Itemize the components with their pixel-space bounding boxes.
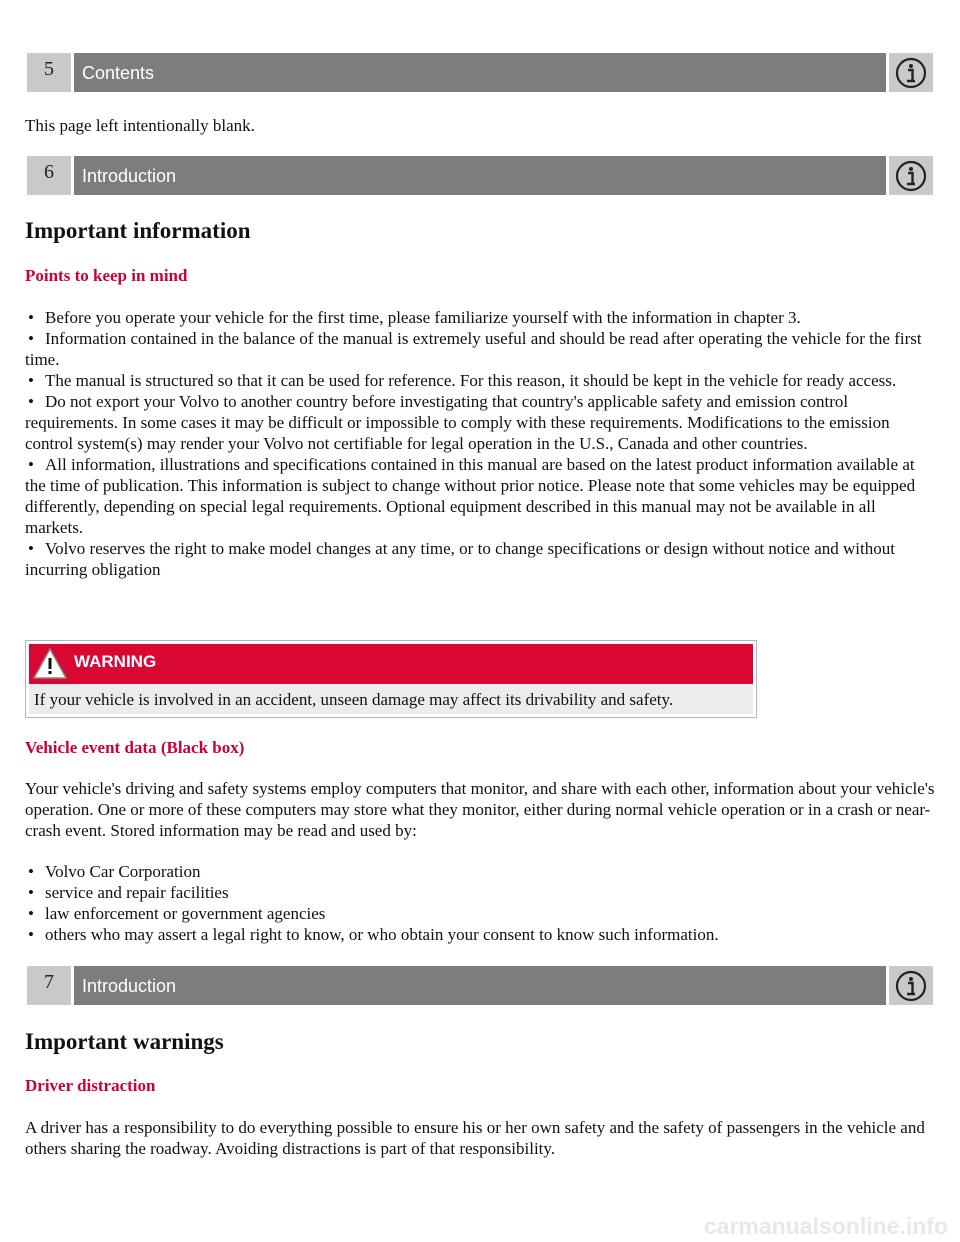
- list-item: • others who may assert a legal right to know, or who obtain your consent to know such information.: [25, 924, 936, 945]
- driver-distraction-paragraph: A driver has a responsibility to do everything possible to ensure his or her own safety and the safety of passengers in the vehicle and others sharing the roadway. Avoiding distractions is part of that responsibility.: [25, 1118, 925, 1158]
- list-item: • Do not export your Volvo to another country before investigating that country's applicable safety and emission control requirements. In some cases it may be difficult or impossible to comply with these requirements. Modifications to the emission control system(s) may render your Volvo not certifiable for legal operation in the U.S., Canada and other countries.: [25, 391, 936, 454]
- subheading-driver-distraction: Driver distraction: [25, 1076, 156, 1095]
- watermark: carmanualsonline.info: [703, 1213, 948, 1239]
- warning-header: [29, 644, 753, 684]
- list-item: • All information, illustrations and specifications contained in this manual are based on the latest product information available at the time of publication. This information is subject to change without prior notice. Please note that some vehicles may be equipped differently, depending on special legal requirements. Optional equipment described in this manual may not be available in all markets.: [25, 454, 936, 538]
- info-icon: [889, 53, 933, 92]
- section-number: 5: [27, 53, 71, 92]
- warning-box: [25, 640, 757, 718]
- info-icon: [889, 156, 933, 195]
- section-title: Contents: [74, 53, 886, 92]
- section-header-5: [27, 53, 933, 92]
- event-data-list: [25, 861, 936, 945]
- points-list: [25, 307, 936, 580]
- section-header-6: [27, 156, 933, 195]
- list-item: • service and repair facilities: [25, 882, 936, 903]
- list-item: • Before you operate your vehicle for the first time, please familiarize yourself with the information in chapter 3.: [25, 307, 936, 328]
- section-title: Introduction: [74, 156, 886, 195]
- list-item: • Information contained in the balance of the manual is extremely useful and should be read after operating the vehicle for the first time.: [25, 328, 936, 370]
- warning-text: If your vehicle is involved in an accident, unseen damage may affect its drivability and safety.: [29, 684, 753, 714]
- blank-page-note: This page left intentionally blank.: [25, 116, 255, 135]
- list-item: • law enforcement or government agencies: [25, 903, 936, 924]
- warning-triangle-icon: [32, 647, 68, 685]
- warning-label: WARNING: [74, 652, 157, 671]
- list-item: • Volvo Car Corporation: [25, 861, 936, 882]
- heading-important-information: Important information: [25, 218, 251, 243]
- list-item: • The manual is structured so that it can be used for reference. For this reason, it should be kept in the vehicle for ready access.: [25, 370, 936, 391]
- subheading-event-data: Vehicle event data (Black box): [25, 738, 245, 757]
- section-header-7: [27, 966, 933, 1005]
- section-number: 7: [27, 966, 71, 1005]
- section-number: 6: [27, 156, 71, 195]
- event-data-paragraph: Your vehicle's driving and safety systems employ computers that monitor, and share with each other, information about your vehicle's operation. One or more of these computers may store what they monitor, either during normal vehicle operation or in a crash or near-crash event. Stored information may be read and used by:: [25, 779, 935, 840]
- section-title: Introduction: [74, 966, 886, 1005]
- subheading-points: Points to keep in mind: [25, 266, 188, 285]
- info-icon: [889, 966, 933, 1005]
- heading-important-warnings: Important warnings: [25, 1029, 224, 1054]
- list-item: • Volvo reserves the right to make model changes at any time, or to change specifications or design without notice and without incurring obligation: [25, 538, 936, 580]
